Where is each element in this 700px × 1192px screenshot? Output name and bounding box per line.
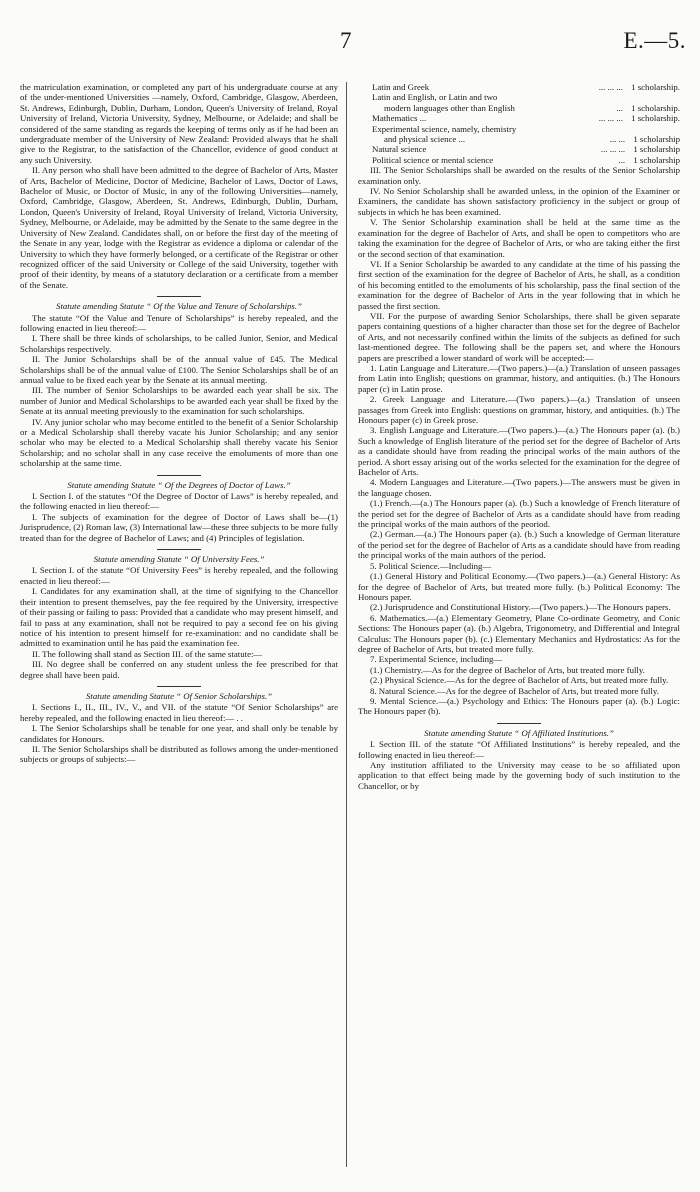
leader-dots: ... ... ... [600,144,626,155]
scholarship-count: 1 scholarship [633,134,680,145]
column-divider [346,82,347,1167]
paragraph: The statute “Of the Value and Tenure of Scholarships” is hereby repealed, and the following enacted in lieu thereof:— [20,312,338,333]
paragraph: IV. Any junior scholar who may become entitled to the benefit of a Senior Scholarship or a Medical Scholarship shall thereby vacate his Junior Scholarship; and any senior scholar who may be elected to a Medical Scholarship shall thereby vacate his Senior Scholarship; and no scholar shall in any case receive the emoluments of more than one scholarship at the same time. [20,416,338,469]
paragraph: the matriculation examination, or completed any part of his undergraduate course at any of the under-mentioned Universities —namely, Oxford, Cambridge, Glasgow, Aberdeen, St. Andrews, Edinburgh, Dublin, Durham, London, Queen's University of Ireland, Royal University of Ireland, Victoria University, Sydney, Melbourne, or Adelaide; and shall be considered of the same standing as regards the keeping of terms only as if he had been an undergraduate member of the University of New Zealand: Provided always that he shall give to the Registrar, to the satisfaction of the Chancellor, evidence of good conduct at any such University. [20,82,338,165]
paragraph: 9. Mental Science.—(a.) Psychology and Ethics: The Honours paper (a). (b.) Logic: The Honours paper (b). [358,695,680,717]
paragraph: 4. Modern Languages and Literature.—(Two papers.)—The answers must be given in the language chosen. [358,477,680,498]
paragraph: III. No degree shall be conferred on any student unless the fee prescribed for that degree shall have been paid. [20,659,338,680]
paragraph: II. The Senior Scholarships shall be distributed as follows among the under-mentioned subjects or groups of subjects:— [20,743,338,765]
paragraph: (1.) General History and Political Economy.—(Two papers.)—(a.) General History: As for the degree of Bachelor of Arts, but treated more fully. (b.) Political Economy: The Honours paper. [358,571,680,602]
paragraph: (2.) German.—(a.) The Honours paper (a). (b.) Such a knowledge of German literature of the period set for the degree of Bachelor of Arts as a candidate should have from reading the principal works of the main authors of the period. [358,529,680,561]
leader-dots: ... [616,102,623,113]
scholarship-row [358,144,680,154]
paragraph: 7. Experimental Science, including— [370,654,503,665]
scholarship-row [358,103,680,113]
paragraph: I. Section I. of the statute “Of University Fees” is hereby repealed, and the following enacted in lieu thereof:— [20,565,338,586]
section-divider [497,723,541,724]
left-column [20,82,338,765]
scholarship-row [358,92,680,102]
scholarship-count: 1 scholarship [633,154,680,165]
paragraph: 8. Natural Science.—As for the degree of Bachelor of Arts, but treated more fully. [370,685,659,696]
paragraph: 5. Political Science.—Including— [370,560,492,571]
section-divider [157,686,201,687]
subject: Natural science [372,144,427,155]
section-heading: Statute amending Statute “ Of University Fees.” [93,554,265,565]
paragraph: 6. Mathematics.—(a.) Elementary Geometry, Plane Co-ordinate Geometry, and Conic Sections: The Honours paper (a). (b.) Algebra, Trigonometry, and Differential and Integral Calculus: The Honours paper (b). (c.) Elementary Mechanics and Hydrostatics: As for the degree of Bachelor of Arts, but treated more fully. [358,612,680,654]
paragraph: I. The subjects of examination for the degree of Doctor of Laws shall be—(1) Jurisprudence, (2) Roman law, (3) International law—these three subjects to be more fully treated than for the degree of Bachelor of Laws; and (4) Principles of legislation. [20,511,338,543]
paragraph: (2.) Jurisprudence and Constitutional History.—(Two papers.)—The Honours papers. [370,602,671,613]
paragraph: III. The number of Senior Scholarships to be awarded each year shall be six. The number of Junior and Medical Scholarships to be awarded each year shall be fixed by the Senate at its annual meeting previously to the examination for such scholarships. [20,385,338,417]
subject: Latin and Greek [372,82,430,92]
paragraph: I. There shall be three kinds of scholarships, to be called Junior, Senior, and Medical Scholarships respectively. [20,333,338,354]
scholarship-count: 1 scholarship. [631,113,680,124]
scholarship-table [358,82,680,165]
scholarship-count: 1 scholarship [633,144,680,155]
paragraph: (2.) Physical Science.—As for the degree of Bachelor of Arts, but treated more fully. [370,675,669,686]
paragraph: 2. Greek Language and Literature.—(Two papers.)—(a.) Translation of unseen passages from Greek into English: questions on grammar, history, and antiquities. (b.) The Honours paper (c) in Greek prose. [358,394,680,425]
paragraph: V. The Senior Scholarship examination shall be held at the same time as the examination for the degree of Bachelor of Arts, and shall be open to competitors who are taking the examination for the degree of Bachelor of Arts, or who are taking either the first or the second section of that examination. [358,217,680,259]
subject: Latin and English, or Latin and two [372,92,498,103]
scholarship-count: 1 scholarship. [631,82,680,92]
paragraph: I. Sections I., II., III., IV., V., and VII. of the statute “Of Senior Scholarships” are hereby repealed, and the following enacted in lieu thereof:— . . [20,702,338,723]
leader-dots: ... [618,154,626,165]
paragraph: I. The Senior Scholarships shall be tenable for one year, and shall only be tenable by candidates for Honours. [20,723,338,744]
section-divider [157,296,201,297]
section-heading: Statute amending Statute “ Of the Degrees of Doctor of Laws.” [67,479,291,490]
subject: and physical science ... [384,134,466,145]
leader-dots: ... ... ... [598,82,623,92]
scholarship-row [358,155,680,165]
scholarship-row [358,134,680,144]
paragraph: (1.) French.—(a.) The Honours paper (a). (b.) Such a knowledge of French literature of the period set for the degree of Bachelor of Arts as a candidate should have from reading the principal works of the main authors of the peoriod. [358,498,680,530]
scholarship-count [674,124,680,134]
paragraph: (1.) Chemistry.—As for the degree of Bachelor of Arts, but treated more fully. [370,664,645,675]
right-column [358,82,680,791]
subject: Mathematics ... [372,113,427,124]
page-header [0,28,700,58]
paragraph: I. Section I. of the statutes “Of the Degree of Doctor of Laws” is hereby repealed, and the following enacted in lieu thereof:— [20,491,338,512]
paragraph: II. Any person who shall have been admitted to the degree of Bachelor of Arts, Master of Arts, Bachelor of Medicine, Doctor of Medicine, Bachelor of Laws, Doctor of Laws, Bachelor of Music, or Doctor of Music, in any of the following Universities—namely, Oxford, Cambridge, Glasgow, Aberdeen, St. Andrews, Edinburgh, Dublin, Durham, London, Queen's University of Ireland, Royal University of Ireland, Victoria University, Sydney, Melbourne, or Adelaide, may be admitted by the Senate to the same degree in the University of New Zealand. Candidates shall, on or before the first day of the meeting of the Senate in any year, lodge with the Registrar as evidence a diploma or calendar of the University to which they have formerly belonged, or a certificate of the Registrar or other recognized officer of the said University or College of the said University, together with proof of their identity, by means of a statutory declaration or a certificate from a member of the Senate. [20,165,338,290]
document-code: E.—5. [623,28,686,53]
section-divider [157,475,201,476]
section-heading: Statute amending Statute “ Of the Value and Tenure of Scholarships.” [56,301,302,312]
subject: modern languages other than English [384,102,515,113]
paragraph: 1. Latin Language and Literature.—(Two papers.)—(a.) Translation of unseen passages from Latin into English; questions on grammar, history, and antiquities. (b.) The Honours paper (c) in Latin prose. [358,362,680,394]
paragraph: Any institution affiliated to the University may cease to be so affiliated upon application to that effect being made by the governing body of such institution to the Chancellor, or by [358,760,680,791]
paragraph: I. Section III. of the statute “Of Affiliated Institutions” is hereby repealed, and the following enacted in lieu thereof:— [358,739,680,760]
paragraph: 3. English Language and Literature.—(Two papers.)—(a.) The Honours paper (a). (b.) Such a knowledge of English literature of the period set for the degree of Bachelor of Arts as a candidate should have from reading the principal works of the main authors of the period. A short essay arising out of the works selected for the examination for the degree of Bachelor of Arts. [358,425,680,478]
leader-dots: ... ... [609,134,626,145]
subject: Experimental science, namely, chemistry [372,123,517,134]
paragraph: III. The Senior Scholarships shall be awarded on the results of the Senior Scholarship examination only. [358,165,680,186]
paragraph: II. The following shall stand as Section III. of the same statute:— [32,648,263,659]
section-heading: Statute amending Statute “ Of Senior Scholarships.” [86,690,272,701]
paragraph: IV. No Senior Scholarship shall be awarded unless, in the opinion of the Examiner or Examiners, the candidate has shown satisfactory proficiency in the subject or group of subjects in which he has been examined. [358,186,680,217]
scholarship-row [358,124,680,134]
scholarship-count [674,92,680,102]
paragraph: VI. If a Senior Scholarship be awarded to any candidate at the time of his passing the first section of the examination for the degree of Bachelor of Arts, he shall, as a condition of his becoming entitled to the emoluments of his scholarship, pass the final section of the examination for the degree of Bachelor of Arts in the year following that in which he passed the first section. [358,258,680,311]
paragraph: VII. For the purpose of awarding Senior Scholarships, there shall be given separate papers containing questions of a higher character than those set for the degree of Bachelor of Arts, and not necessarily confined within the limits of the subjects as defined for such last-mentioned degree. The following shall be the papers set, and where the Honours papers are prescribed a lower standard of work will be accepted:— [358,310,680,363]
section-heading: Statute amending Statute “ Of Affiliated Institutions.” [424,727,614,738]
page-number: 7 [340,28,352,53]
paragraph: II. The Junior Scholarships shall be of the annual value of £45. The Medical Scholarships shall be of the annual value of £100. The Senior Scholarships shall be of an annual value to be fixed each year by the Senate at its annual meeting. [20,354,338,385]
leader-dots: ... ... ... [598,113,623,124]
scholarship-row [358,82,680,92]
scholarship-count: 1 scholarship. [631,102,680,113]
section-divider [157,549,201,550]
paragraph: I. Candidates for any examination shall, at the time of signifying to the Chancellor their intention to present themselves, pay the fee required by the University, irrespective of their passing or failing to pass: Provided that a candidate who may present himself, and fail to pass at any examination, shall not be required to pay a second fee on his giving notice of his intention to present himself for re-examination: and no candidate shall be admitted to examination until he has paid the examination fee. [20,586,338,649]
scholarship-row [358,113,680,123]
subject: Political science or mental science [372,154,494,165]
